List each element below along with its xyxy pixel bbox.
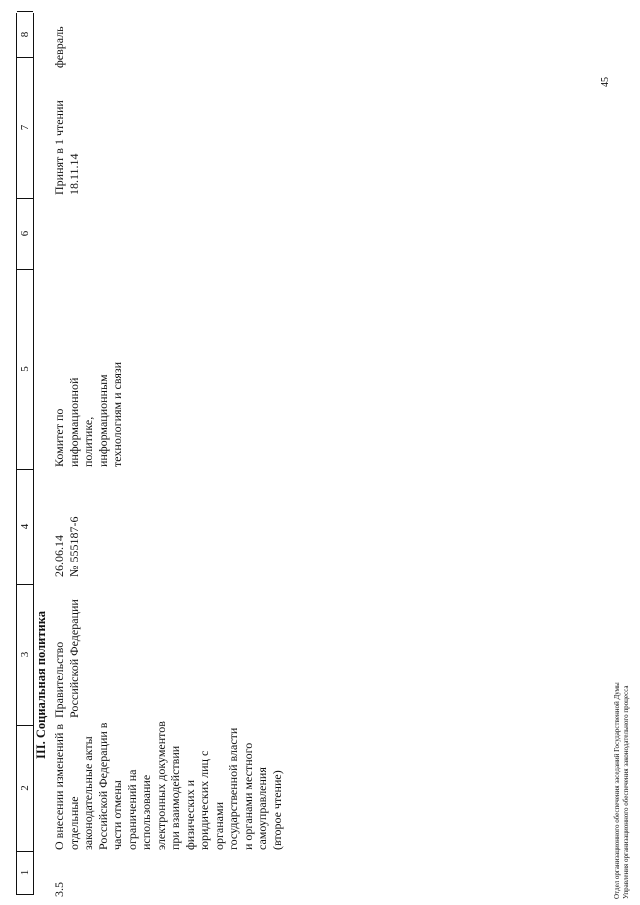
col-header-6: 6 [17, 198, 33, 270]
col-header-7: 7 [17, 57, 33, 199]
planned-month: февраль [52, 26, 66, 68]
bill-status: Принят в 1 чтении 18.11.14 [52, 100, 81, 195]
col-header-8: 8 [17, 11, 33, 58]
col-header-1: 1 [17, 851, 33, 895]
col-header-3: 3 [17, 584, 33, 726]
footer-line-2: Управления организационного обеспечения законодательного процесса [622, 685, 630, 899]
col-header-5: 5 [17, 269, 33, 470]
bill-date-number: 26.06.14 № 555187-6 [52, 516, 81, 577]
footer-line-1: Отдел организационного обеспечения заседаний Государственной Думы [613, 682, 621, 899]
table-header-row [16, 13, 34, 895]
col-header-4: 4 [17, 469, 33, 585]
row-number: 3.5 [52, 882, 66, 897]
col-header-2: 2 [17, 725, 33, 852]
responsible-committee: Комитет по информационной политике, информационным технологиям и связи [52, 361, 124, 467]
page-number: 45 [600, 77, 611, 87]
section-title: III. Социальная политика [34, 611, 48, 759]
bill-title: О внесении изменений в отдельные законодательные акты Российской Федерации в части отмены ограничений на использование электронных документов при взаимодействии физических и юридических лиц с органами государственной власти и органами местного самоуправления (второе чтение) [52, 721, 284, 850]
bill-initiator: Правительство Российской Федерации [52, 599, 81, 718]
